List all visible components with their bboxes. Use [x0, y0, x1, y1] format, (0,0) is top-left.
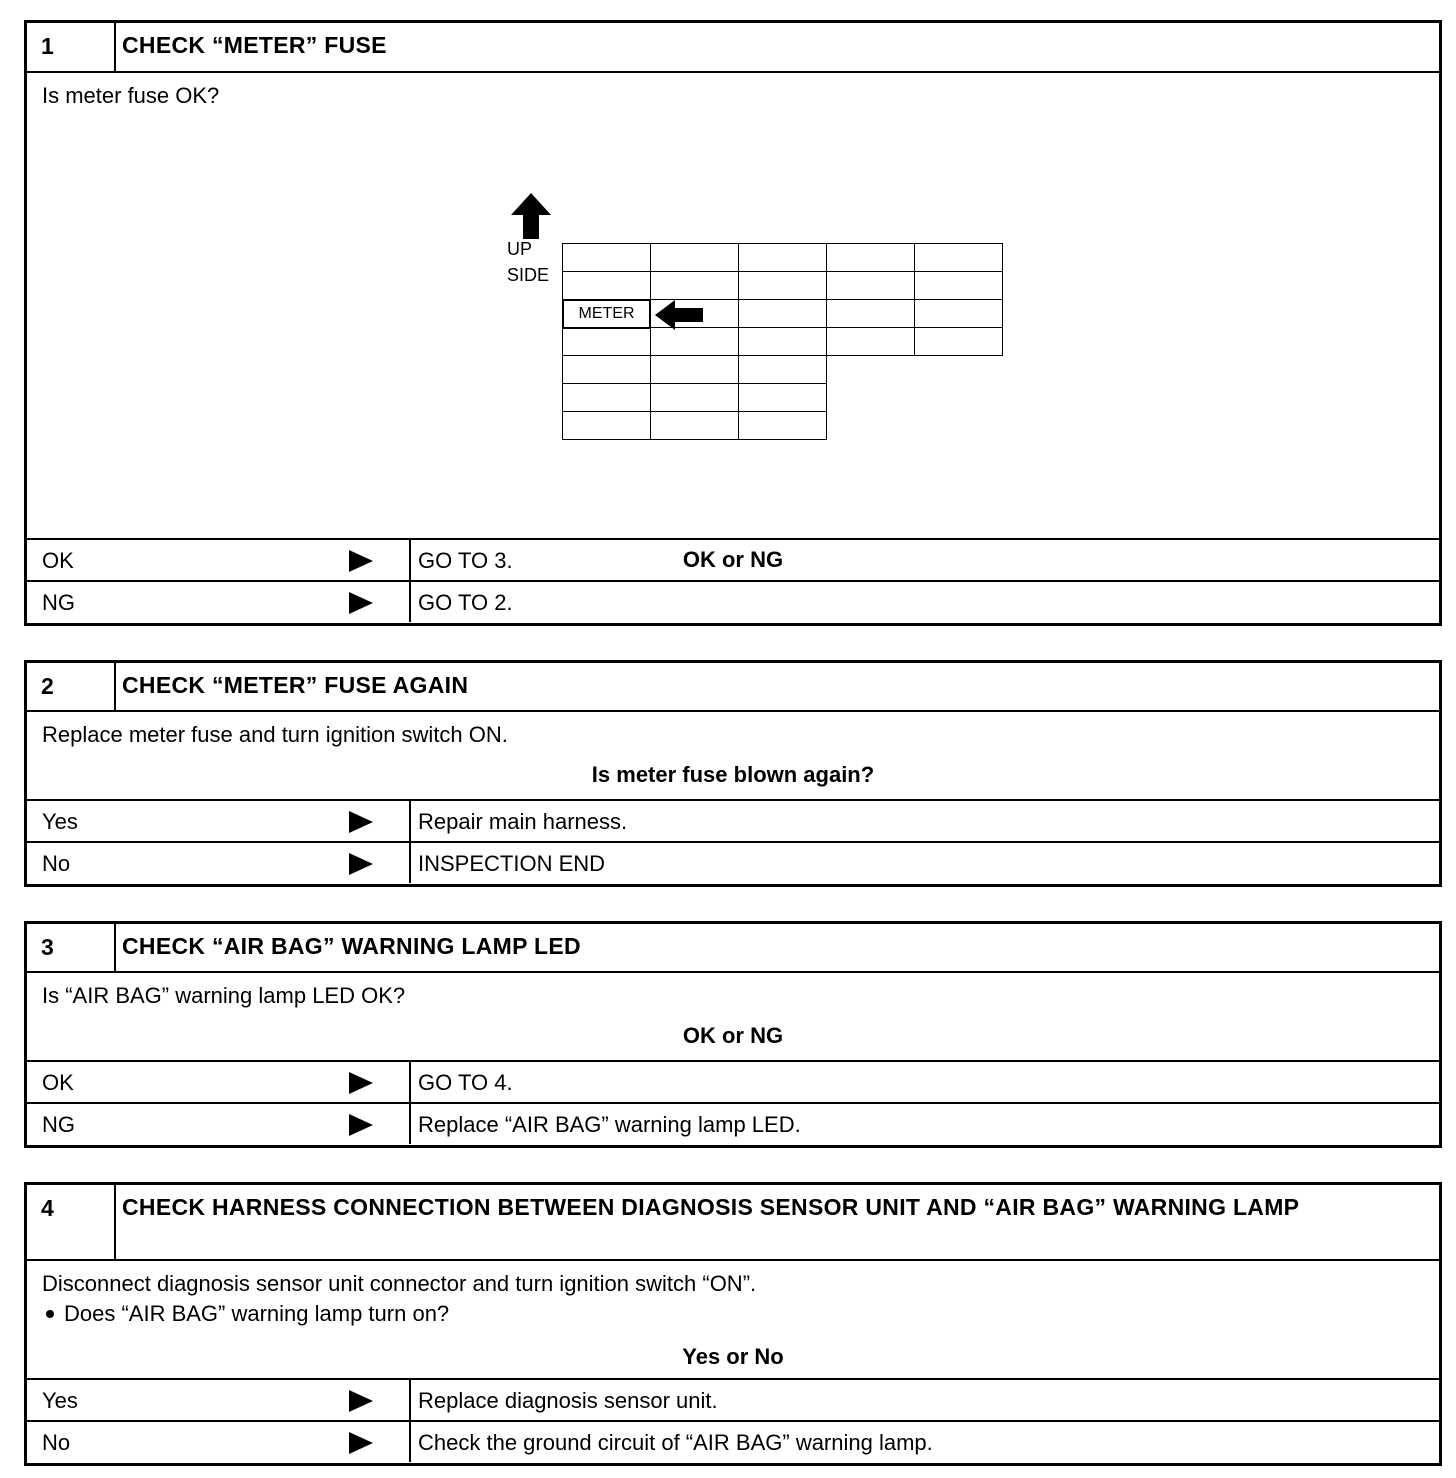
description-line: Disconnect diagnosis sensor unit connector and turn ignition switch “ON”.: [42, 1271, 757, 1296]
result-row: [27, 580, 1439, 622]
result-row: [27, 1060, 1439, 1102]
fuse-slot: [914, 271, 1003, 300]
step-description: Is “AIR BAG” warning lamp LED OK?: [42, 983, 406, 1008]
fuse-slot: [562, 383, 651, 412]
answer-label: NG: [42, 1112, 75, 1137]
up-arrow-icon: [511, 193, 551, 239]
fuse-slot: [562, 271, 651, 300]
step-question: OK or NG: [682, 547, 784, 572]
fuse-slot: [650, 411, 739, 440]
fuse-slot: [914, 299, 1003, 328]
bullet-item: [42, 1299, 1439, 1329]
answer-label: No: [42, 851, 71, 876]
step-number: 1: [27, 23, 116, 71]
play-arrow-icon: [349, 853, 373, 875]
step-header: [27, 663, 1439, 712]
play-arrow-icon: [349, 1072, 373, 1094]
step-number: 2: [27, 663, 116, 710]
result-cell: Replace “AIR BAG” warning lamp LED.: [418, 1112, 801, 1137]
left-arrow-icon: [655, 300, 703, 330]
fuse-slot: [826, 271, 915, 300]
fuse-block-diagram: [482, 193, 1002, 413]
play-arrow-icon: [349, 592, 373, 614]
fuse-slot: [562, 411, 651, 440]
fuse-slot: [650, 355, 739, 384]
answer-label: Yes: [42, 809, 78, 834]
play-arrow-icon: [349, 1390, 373, 1412]
step-description: Is meter fuse OK?: [42, 83, 220, 108]
fuse-slot: [562, 327, 651, 356]
play-arrow-icon: [349, 1432, 373, 1454]
fuse-slot: [650, 271, 739, 300]
up-label: UP: [507, 239, 533, 259]
step-question: Yes or No: [682, 1344, 784, 1369]
fuse-slot: [826, 327, 915, 356]
bullet-text: Does “AIR BAG” warning lamp turn on?: [64, 1301, 450, 1326]
fuse-slot: [914, 327, 1003, 356]
fuse-slot: [562, 355, 651, 384]
meter-fuse-slot: METER: [562, 299, 651, 329]
result-cell: GO TO 3.: [418, 548, 513, 573]
result-cell: Repair main harness.: [418, 809, 628, 834]
fuse-slot: [650, 327, 739, 356]
result-row: [27, 799, 1439, 841]
fuse-slot: [738, 355, 827, 384]
answer-label: No: [42, 1430, 71, 1455]
answer-label: OK: [42, 548, 74, 573]
step-header: [27, 23, 1439, 73]
step-title: CHECK “AIR BAG” WARNING LAMP LED: [122, 933, 581, 959]
play-arrow-icon: [349, 550, 373, 572]
answer-cell: [27, 1380, 411, 1420]
side-label: SIDE: [507, 265, 550, 285]
result-cell: Replace diagnosis sensor unit.: [418, 1388, 718, 1413]
result-row: [27, 841, 1439, 883]
step-2-box: [24, 660, 1442, 887]
step-question: OK or NG: [682, 1023, 784, 1048]
fuse-slot: [650, 243, 739, 272]
step-question: Is meter fuse blown again?: [591, 762, 875, 787]
step-number: 4: [27, 1185, 116, 1259]
result-row: [27, 1102, 1439, 1144]
step-title: CHECK HARNESS CONNECTION BETWEEN DIAGNOSIS SENSOR UNIT AND “AIR BAG” WARNING LAMP: [122, 1194, 1300, 1220]
answer-cell: [27, 1104, 411, 1144]
play-arrow-icon: [349, 811, 373, 833]
fuse-slot: [826, 243, 915, 272]
fuse-slot: [650, 383, 739, 412]
step-title: CHECK “METER” FUSE AGAIN: [122, 672, 469, 698]
step-title: CHECK “METER” FUSE: [122, 32, 387, 58]
step-4-box: [24, 1182, 1442, 1466]
play-arrow-icon: [349, 1114, 373, 1136]
step-body: [27, 1261, 1439, 1378]
step-header: [27, 1185, 1439, 1261]
step-description: [27, 1261, 1439, 1329]
result-row: [27, 1420, 1439, 1462]
step-1-box: [24, 20, 1442, 626]
result-cell: GO TO 2.: [418, 590, 513, 615]
fuse-slot: [738, 299, 827, 328]
result-row: [27, 1378, 1439, 1420]
answer-cell: [27, 843, 411, 883]
answer-label: Yes: [42, 1388, 78, 1413]
step-body: [27, 973, 1439, 1060]
answer-cell: [27, 1422, 411, 1462]
step-number: 3: [27, 924, 116, 971]
result-cell: INSPECTION END: [418, 851, 606, 876]
answer-cell: [27, 540, 411, 580]
fuse-slot: [914, 243, 1003, 272]
result-cell: GO TO 4.: [418, 1070, 513, 1095]
fuse-slot: [738, 411, 827, 440]
step-description: Replace meter fuse and turn ignition switch ON.: [42, 722, 508, 747]
fuse-slot: [738, 243, 827, 272]
answer-label: OK: [42, 1070, 74, 1095]
fuse-slot: [738, 271, 827, 300]
answer-cell: [27, 582, 411, 622]
answer-cell: [27, 1062, 411, 1102]
bullet-icon: [46, 1310, 54, 1318]
step-header: [27, 924, 1439, 973]
fuse-slot: [738, 327, 827, 356]
step-3-box: [24, 921, 1442, 1148]
fuse-slot: [738, 383, 827, 412]
answer-cell: [27, 801, 411, 841]
step-body: [27, 712, 1439, 799]
fuse-slot: [562, 243, 651, 272]
fuse-slot: [826, 299, 915, 328]
result-cell: Check the ground circuit of “AIR BAG” warning lamp.: [418, 1430, 933, 1455]
answer-label: NG: [42, 590, 75, 615]
